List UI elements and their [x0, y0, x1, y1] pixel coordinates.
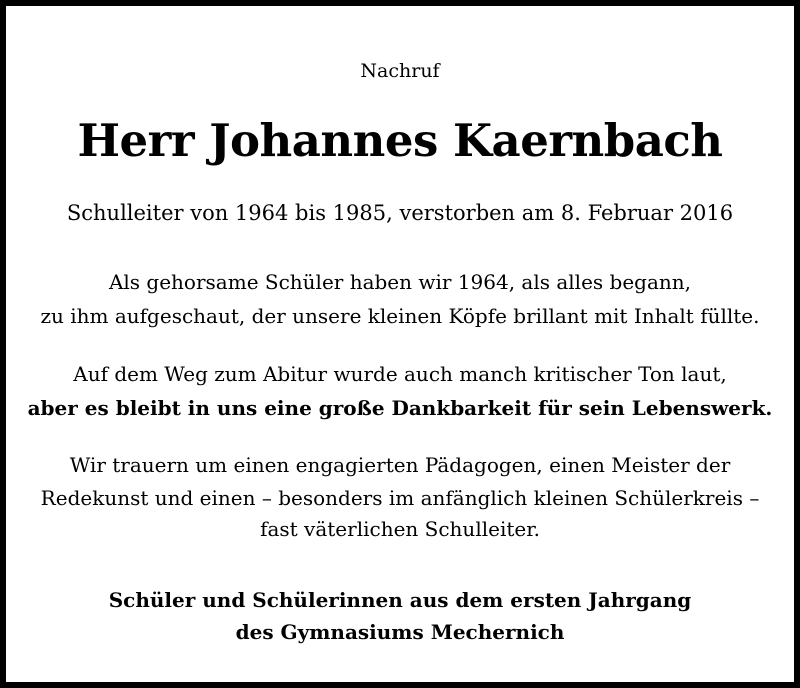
deceased-name: Herr Johannes Kaernbach — [77, 114, 723, 167]
signature-line-1: Schüler und Schülerinnen aus dem ersten Jahrgang — [108, 588, 692, 612]
deceased-role-dates: Schulleiter von 1964 bis 1985, verstorben am 8. Februar 2016 — [66, 201, 734, 225]
paragraph-3-line-2: Redekunst und einen – besonders im anfänglich kleinen Schülerkreis – — [40, 486, 760, 510]
signature-line-2: des Gymnasiums Mechernich — [235, 620, 565, 644]
paragraph-3-line-3: fast väterlichen Schulleiter. — [260, 517, 540, 541]
notice-heading: Nachruf — [360, 60, 440, 82]
paragraph-3-line-1: Wir trauern um einen engagierten Pädagogen, einen Meister der — [69, 453, 731, 477]
paragraph-1-line-1: Als gehorsame Schüler haben wir 1964, als alles begann, — [108, 270, 692, 294]
paragraph-2-line-1: Auf dem Weg zum Abitur wurde auch manch kritischer Ton laut, — [73, 362, 727, 386]
paragraph-2-line-2: aber es bleibt in uns eine große Dankbarkeit für sein Lebenswerk. — [27, 396, 773, 420]
paragraph-1-line-2: zu ihm aufgeschaut, der unsere kleinen Köpfe brillant mit Inhalt füllte. — [40, 304, 760, 328]
